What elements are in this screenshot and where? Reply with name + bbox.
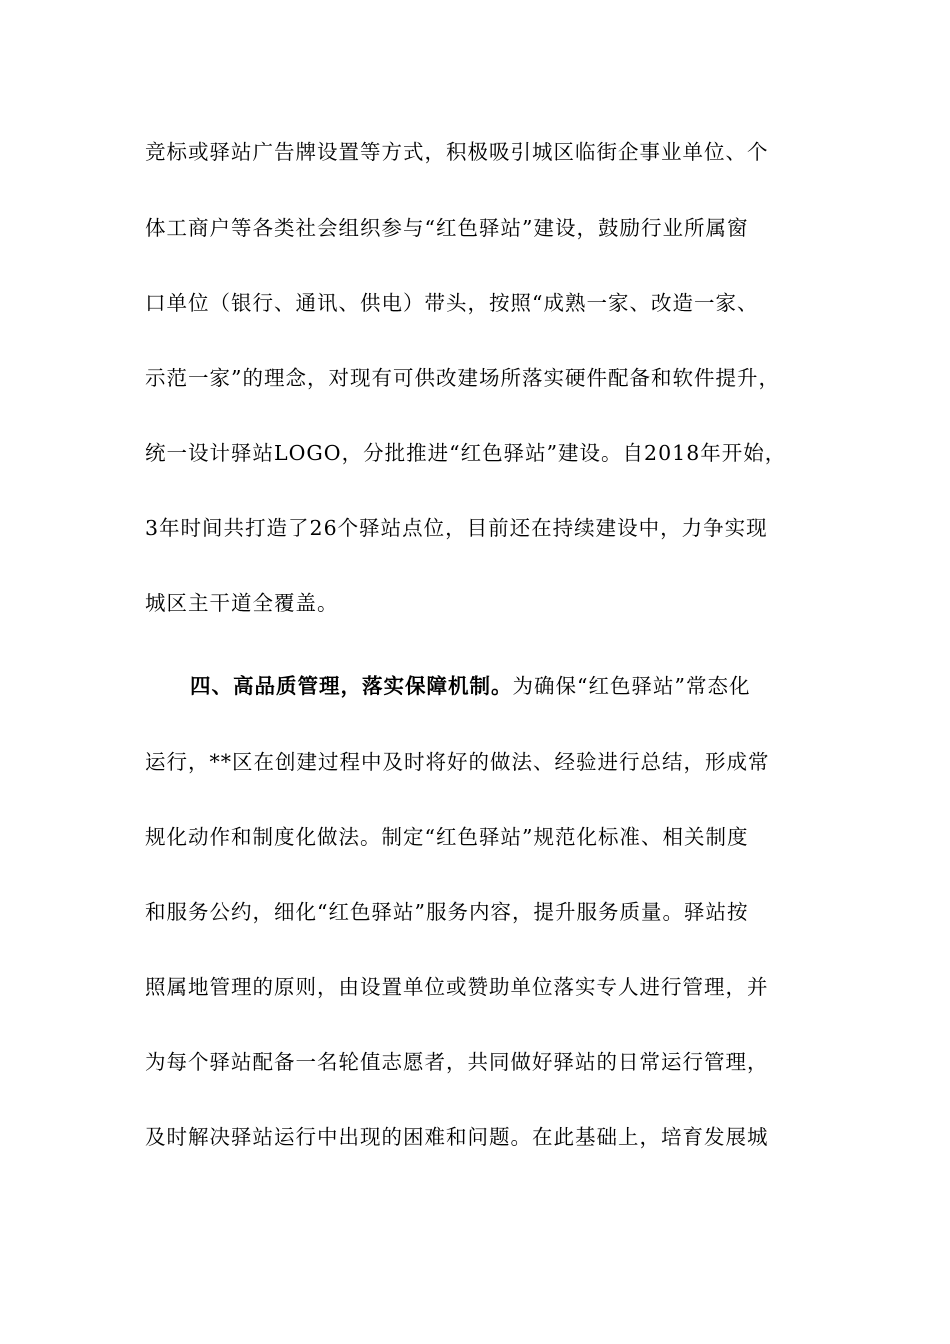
paragraph-1-line-4: 示范一家”的理念，对现有可供改建场所落实硬件配备和软件提升， bbox=[145, 366, 780, 390]
paragraph-2-line-6: 为每个驿站配备一名轮值志愿者，共同做好驿站的日常运行管理， bbox=[145, 1050, 769, 1074]
paragraph-1-line-1: 竞标或驿站广告牌设置等方式，积极吸引城区临街企事业单位、个 bbox=[145, 140, 769, 164]
paragraph-2-line-2: 运行，**区在创建过程中及时将好的做法、经验进行总结，形成常 bbox=[145, 750, 770, 774]
paragraph-2-line-1 bbox=[190, 666, 870, 706]
paragraph-1-line-3: 口单位（银行、通讯、供电）带头，按照“成熟一家、改造一家、 bbox=[145, 291, 759, 315]
paragraph-2-line-1-text: 为确保“红色驿站”常态化 bbox=[512, 674, 751, 698]
section-heading: 四、高品质管理，落实保障机制。 bbox=[190, 674, 513, 698]
paragraph-2-line-3: 规化动作和制度化做法。制定“红色驿站”规范化标准、相关制度 bbox=[145, 825, 749, 849]
paragraph-2-line-5: 照属地管理的原则，由设置单位或赞助单位落实专人进行管理，并 bbox=[145, 975, 769, 999]
paragraph-1-line-5: 统一设计驿站LOGO，分批推进“红色驿站”建设。自2018年开始， bbox=[145, 441, 787, 465]
paragraph-1-line-7: 城区主干道全覆盖。 bbox=[145, 591, 339, 615]
paragraph-2-line-7: 及时解决驿站运行中出现的困难和问题。在此基础上，培育发展城 bbox=[145, 1125, 769, 1149]
paragraph-1-line-6: 3年时间共打造了26个驿站点位，目前还在持续建设中，力争实现 bbox=[145, 516, 768, 540]
paragraph-2-line-4: 和服务公约，细化“红色驿站”服务内容，提升服务质量。驿站按 bbox=[145, 900, 749, 924]
paragraph-1-line-2: 体工商户等各类社会组织参与“红色驿站”建设，鼓励行业所属窗 bbox=[145, 216, 749, 240]
